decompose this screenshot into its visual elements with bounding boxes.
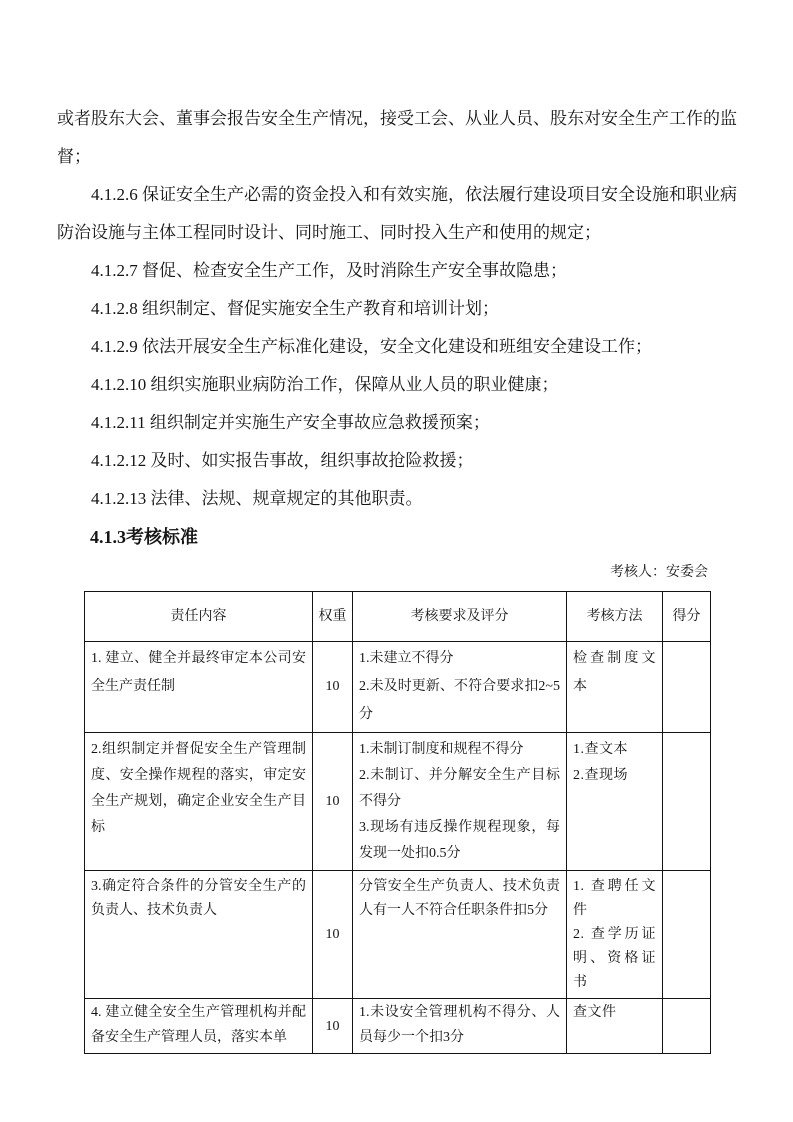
table-row bbox=[85, 733, 711, 871]
cell-requirements bbox=[353, 733, 567, 871]
table-row bbox=[85, 999, 711, 1054]
column-header-1: 责任内容 bbox=[85, 592, 313, 642]
cell-score bbox=[663, 642, 711, 733]
requirement-item: 1.未制订制度和规程不得分 bbox=[359, 742, 524, 757]
paragraph: 4.1.2.8 组织制定、督促实施安全生产教育和培训计划； bbox=[91, 299, 499, 318]
paragraph: 4.1.2.7 督促、检查安全生产工作，及时消除生产安全事故隐患； bbox=[91, 261, 567, 280]
requirement-item: 1.未建立不得分 bbox=[359, 651, 454, 666]
paragraph: 或者股东大会、董事会报告安全生产情况，接受工会、从业人员、股东对安全生产工作的监督； bbox=[57, 109, 737, 166]
method-item: 1.查文本 bbox=[573, 742, 628, 757]
method-item: 2.查现场 bbox=[573, 768, 628, 783]
cell-responsibility: 1. 建立、健全并最终审定本公司安全生产责任制 bbox=[85, 642, 313, 733]
column-header-5: 得分 bbox=[663, 592, 711, 642]
section-heading: 4.1.3考核标准 bbox=[90, 527, 198, 547]
paragraph: 4.1.2.10 组织实施职业病防治工作，保障从业人员的职业健康； bbox=[91, 375, 559, 394]
column-header-4: 考核方法 bbox=[567, 592, 663, 642]
cell-score bbox=[663, 871, 711, 999]
table-header bbox=[85, 592, 711, 642]
assessor-label: 考核人：安委会 bbox=[610, 565, 708, 580]
requirement-item: 3.现场有违反操作规程现象，每发现一处扣0.5分 bbox=[359, 820, 560, 861]
paragraph: 4.1.2.11 组织制定并实施生产安全事故应急救援预案； bbox=[91, 413, 490, 432]
requirement-item: 2.未制订、并分解安全生产目标不得分 bbox=[359, 768, 560, 809]
cell-requirements bbox=[353, 871, 567, 999]
cell-method bbox=[567, 999, 663, 1054]
cell-responsibility: 4. 建立健全安全生产管理机构并配备安全生产管理人员，落实本单 bbox=[85, 999, 313, 1054]
paragraph: 4.1.2.9 依法开展安全生产标准化建设，安全文化建设和班组安全建设工作； bbox=[91, 337, 652, 356]
cell-responsibility: 3.确定符合条件的分管安全生产的负责人、技术负责人 bbox=[85, 871, 313, 999]
cell-weight: 10 bbox=[313, 871, 353, 999]
header-row bbox=[85, 592, 711, 642]
method-item: 检查制度文本 bbox=[573, 651, 656, 694]
paragraph: 4.1.2.13 法律、法规、规章规定的其他职责。 bbox=[91, 489, 423, 508]
method-item: 查文件 bbox=[573, 1005, 617, 1020]
cell-weight: 10 bbox=[313, 733, 353, 871]
cell-method bbox=[567, 642, 663, 733]
paragraph: 4.1.2.12 及时、如实报告事故，组织事故抢险救援； bbox=[91, 451, 474, 470]
cell-score bbox=[663, 999, 711, 1054]
table-row bbox=[85, 642, 711, 733]
column-header-3: 考核要求及评分 bbox=[353, 592, 567, 642]
method-item: 1. 查聘任文件 bbox=[573, 879, 656, 918]
cell-requirements bbox=[353, 999, 567, 1054]
cell-weight: 10 bbox=[313, 642, 353, 733]
cell-responsibility: 2.组织制定并督促安全生产管理制度、安全操作规程的落实，审定安全生产规划，确定企业安全生产目标 bbox=[85, 733, 313, 871]
requirement-item: 2.未及时更新、不符合要求扣2~5分 bbox=[359, 679, 560, 722]
column-header-2: 权重 bbox=[313, 592, 353, 642]
cell-score bbox=[663, 733, 711, 871]
requirement-item: 分管安全生产负责人、技术负责人有一人不符合任职条件扣5分 bbox=[359, 879, 560, 918]
paragraph: 4.1.2.6 保证安全生产必需的资金投入和有效实施，依法履行建设项目安全设施和职业病防治设施与主体工程同时设计、同时施工、同时投入生产和使用的规定； bbox=[57, 185, 737, 242]
assessment-table bbox=[84, 591, 711, 1054]
method-item: 2. 查学历证明、资格证书 bbox=[573, 927, 656, 990]
requirement-item: 1.未设安全管理机构不得分、人员每少一个扣3分 bbox=[359, 1005, 560, 1045]
assessment-table-area bbox=[84, 563, 710, 1054]
cell-weight: 10 bbox=[313, 999, 353, 1054]
cell-method bbox=[567, 871, 663, 999]
table-body bbox=[85, 642, 711, 1054]
cell-method bbox=[567, 733, 663, 871]
table-row bbox=[85, 871, 711, 999]
body-text bbox=[0, 0, 793, 518]
cell-requirements bbox=[353, 642, 567, 733]
